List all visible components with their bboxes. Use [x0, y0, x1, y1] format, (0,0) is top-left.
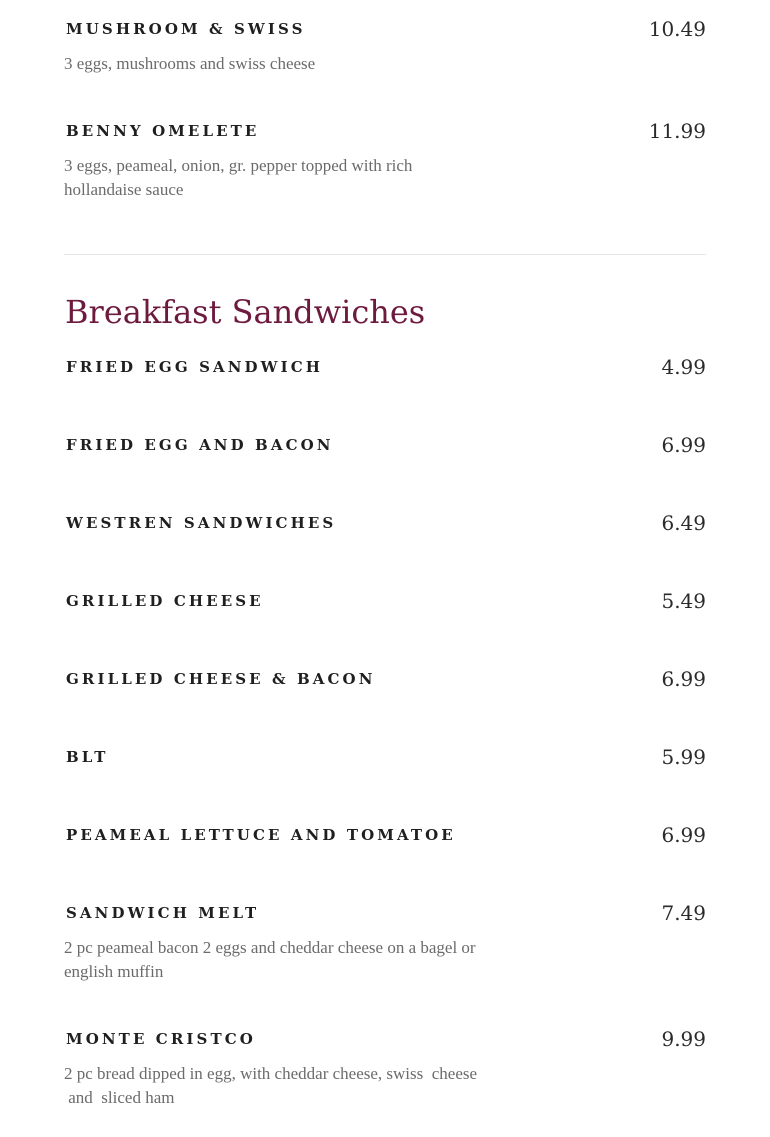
item-description: 3 eggs, mushrooms and swiss cheese [64, 54, 316, 73]
item-price: 7.49 [661, 901, 706, 925]
item-price: 9.99 [661, 1027, 706, 1051]
item-price: 5.49 [661, 589, 706, 613]
item-description: 2 pc bread dipped in egg, with cheddar cheese, swiss cheese and sliced ham [64, 1064, 478, 1107]
item-name: WESTREN SANDWICHES [66, 514, 337, 532]
item-description: 2 pc peameal bacon 2 eggs and cheddar cheese on a bagel or english muffin [64, 938, 476, 981]
item-name: MUSHROOM & SWISS [66, 20, 306, 38]
item-price: 5.99 [661, 745, 706, 769]
item-price: 10.49 [648, 17, 706, 41]
item-description: 3 eggs, peameal, onion, gr. pepper topped with rich hollandaise sauce [64, 156, 413, 199]
item-price: 11.99 [648, 119, 706, 143]
item-price: 6.99 [661, 823, 706, 847]
item-name: FRIED EGG SANDWICH [66, 358, 324, 376]
item-name: PEAMEAL LETTUCE AND TOMATOE [66, 826, 456, 844]
item-name: MONTE CRISTCO [66, 1030, 256, 1048]
item-name: BLT [66, 748, 109, 766]
item-price: 6.99 [661, 667, 706, 691]
item-price: 6.99 [661, 433, 706, 457]
item-price: 6.49 [661, 511, 706, 535]
item-name: BENNY OMELETE [66, 122, 260, 140]
section-title: Breakfast Sandwiches [65, 293, 426, 331]
item-name: FRIED EGG AND BACON [66, 436, 334, 454]
item-name: SANDWICH MELT [66, 904, 260, 922]
item-name: GRILLED CHEESE & BACON [66, 670, 376, 688]
item-price: 4.99 [661, 355, 706, 379]
item-name: GRILLED CHEESE [66, 592, 264, 610]
section-divider [64, 254, 706, 255]
